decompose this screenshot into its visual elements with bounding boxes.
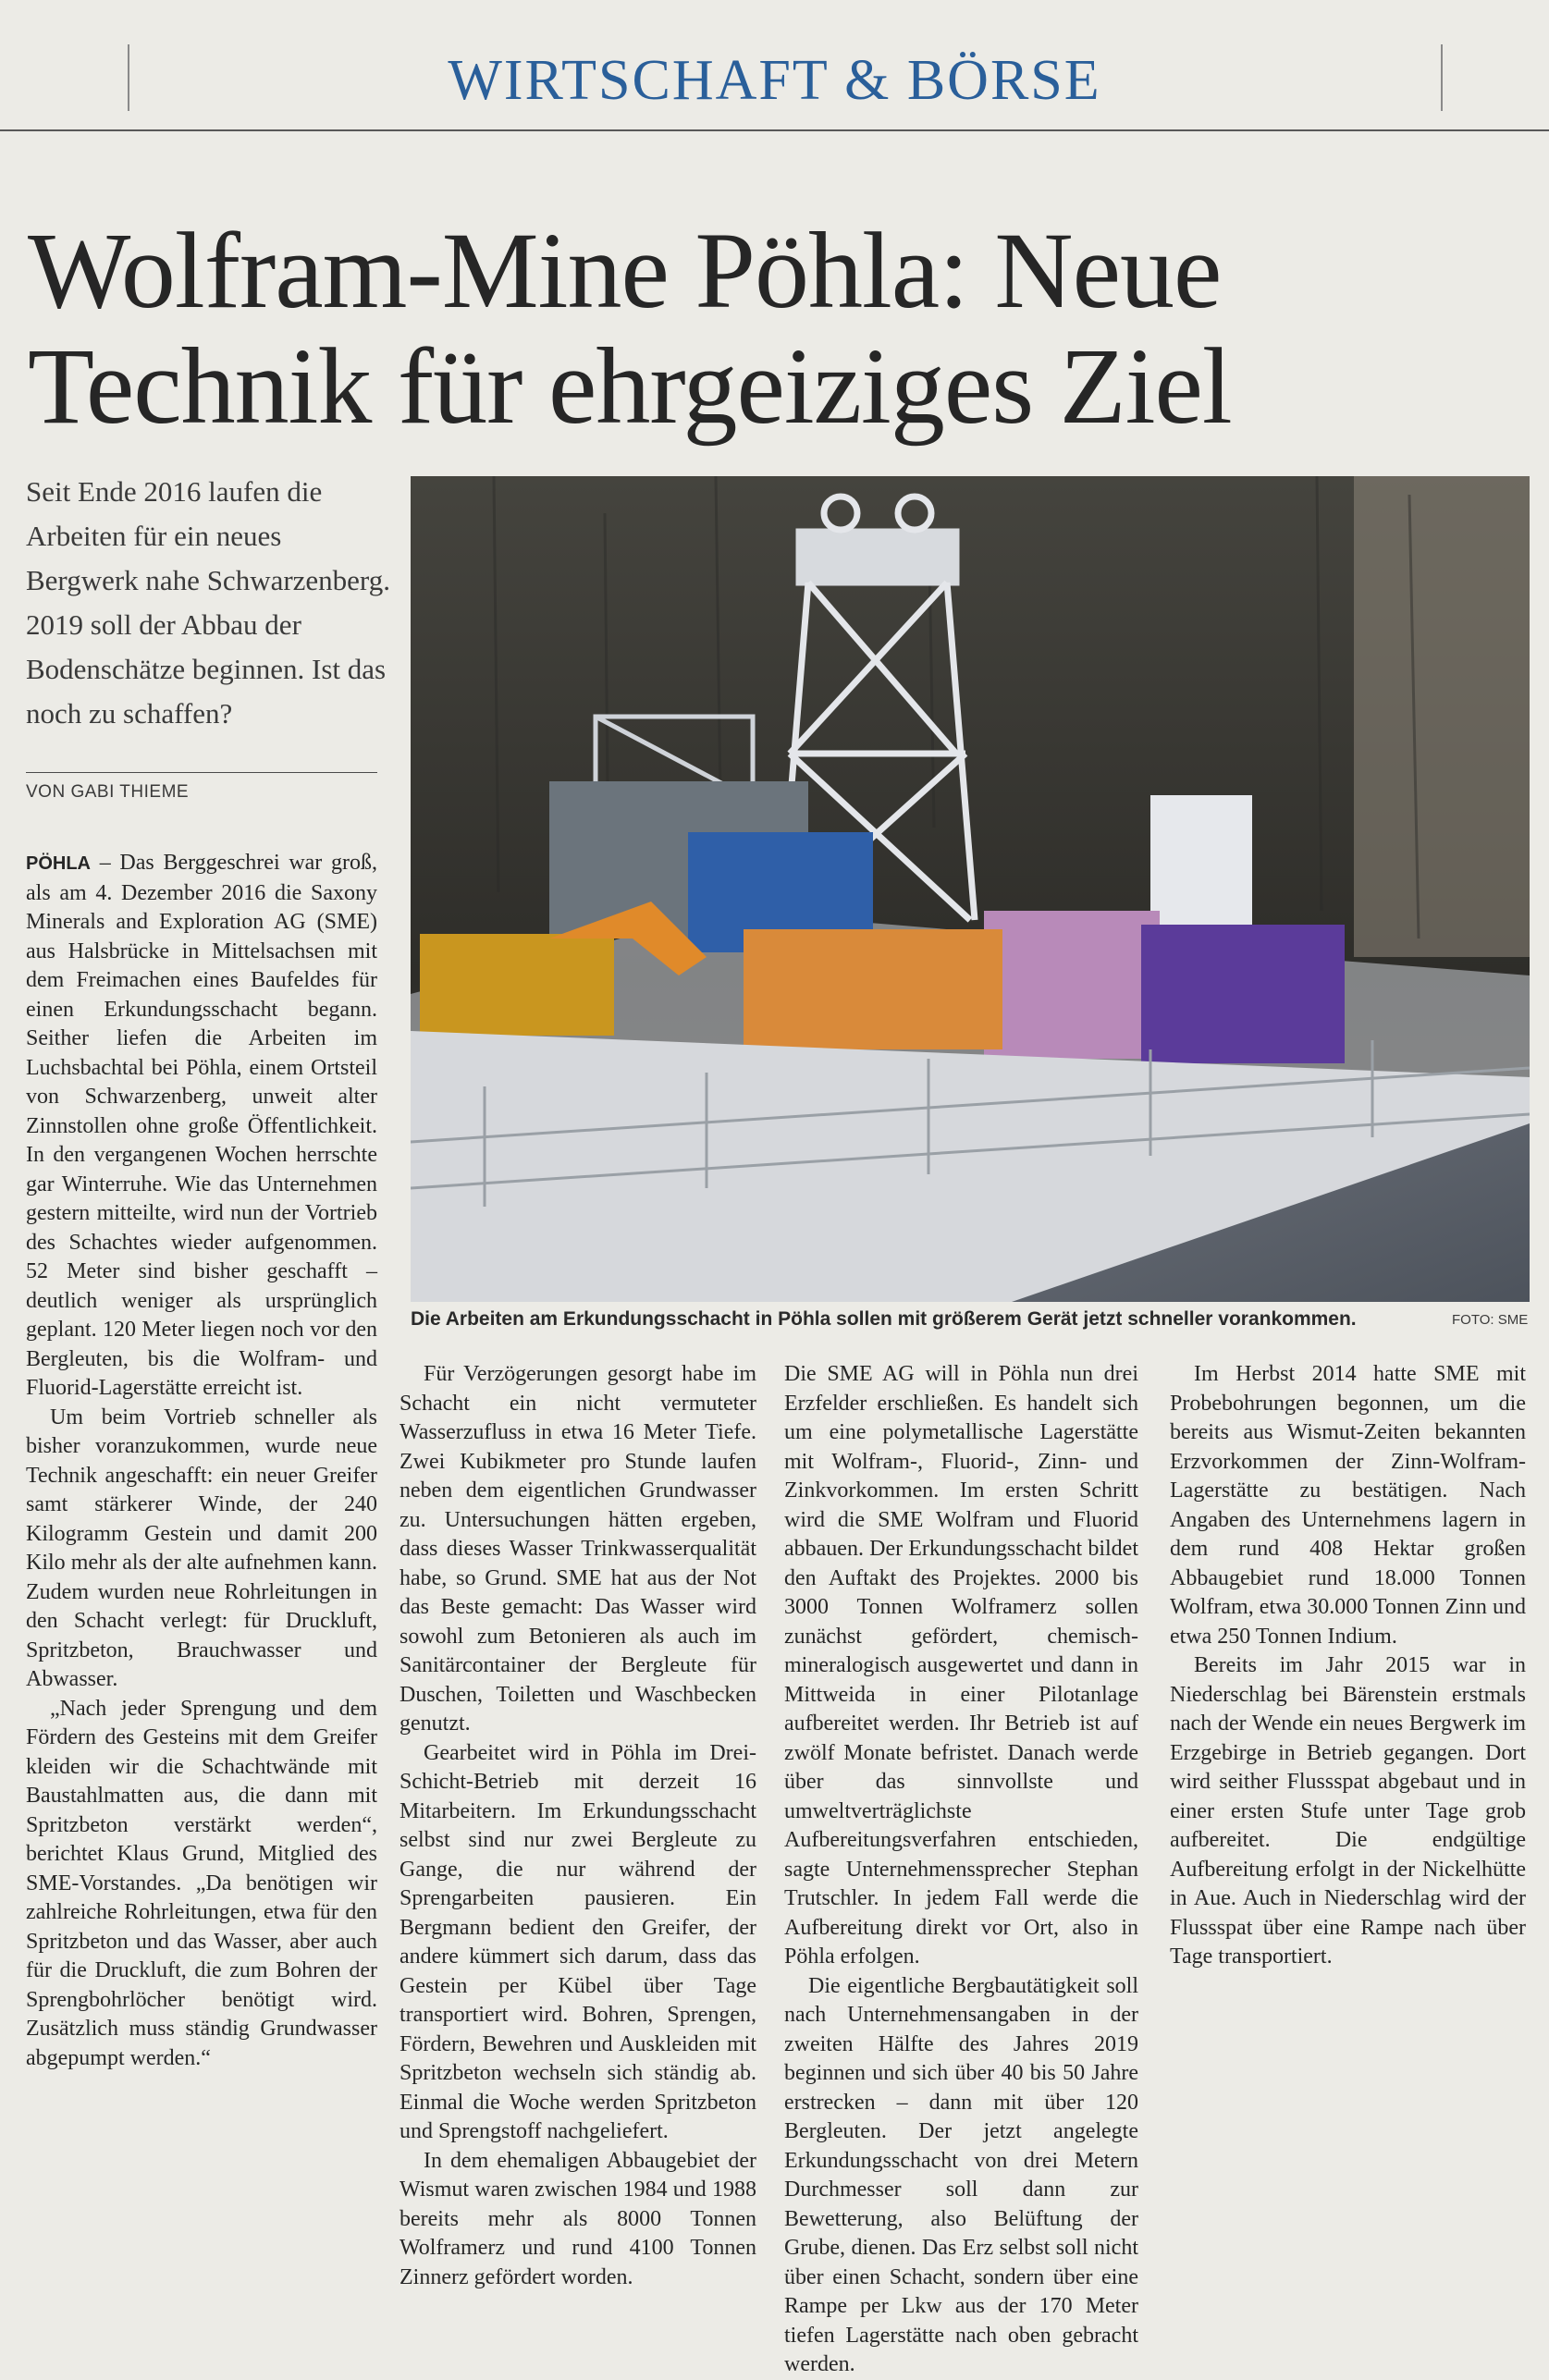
article-paragraph-10: Bereits im Jahr 2015 war in Niederschlag bei Bärenstein erstmals nach der Wende ein neues Bergwerk im Erzgebirge in Betrieb gegangen. Dort wird seither Flussspat abgebaut und in einer ersten Stufe unter Tage grob aufbereitet. Die endgültige Aufbereitung erfolgt in der Nickelhütte in Aue. Auch in Niederschlag wird der Flussspat über eine Rampe nach über Tage transportiert. — [1170, 1653, 1526, 1969]
photo-credit: FOTO: SME — [1452, 1312, 1529, 1328]
article-paragraph-6: In dem ehemaligen Abbaugebiet der Wismut waren zwischen 1984 und 1988 bereits mehr als 8000 Tonnen Wolframerz und rund 4100 Tonnen Zinnerz gefördert worden. — [400, 2148, 756, 2289]
pink-container — [984, 911, 1160, 1059]
article-paragraph-2: Um beim Vortrieb schneller als bisher voranzukommen, wurde neue Technik angeschafft: ein neuer Greifer samt stärkerer Winde, der 240 Kilogramm Gestein und damit 200 Kilo mehr als der alte aufnehmen kann. Zudem wurden neue Rohrleitungen in den Schacht verlegt: für Druckluft, Spritzbeton, Brauchwasser und Abwasser. — [26, 1405, 377, 1691]
white-silo — [1150, 795, 1252, 939]
article-paragraph-7: Die SME AG will in Pöhla nun drei Erzfelder erschließen. Es handelt sich um eine polymetallische Lagerstätte mit Wolfram-, Fluorid-, Zinn- und Zinkvorkommen. Im ersten Schritt wird die SME Wolfram und Fluorid abbauen. Der Erkundungsschacht bildet den Auftakt des Projektes. 2000 bis 3000 Tonnen Wolframerz sollen zunächst gefördert, chemisch-mineralogisch ausgewertet und dann in Mittweida in einer Pilotanlage aufbereitet werden. Ihr Betrieb ist auf zwölf Monate befristet. Danach werde über das sinnvollste und umweltverträglichste Aufbereitungsverfahren entschieden, sagte Unternehmenssprecher Stephan Trutschler. In jedem Fall werde die Aufbereitung direkt vor Ort, also in Pöhla erfolgen. — [784, 1362, 1138, 1969]
article-column-4 — [1170, 1360, 1526, 1972]
purple-container — [1141, 925, 1345, 1063]
article-teaser: Seit Ende 2016 laufen die Arbeiten für ein neues Bergwerk nahe Schwarzenberg. 2019 soll der Abbau der Bodenschätze beginnen. Ist das noch zu schaffen? — [26, 475, 390, 730]
article-paragraph-5: Gearbeitet wird in Pöhla im Drei-Schicht-Betrieb mit derzeit 16 Mitarbeitern. Im Erkundungsschacht selbst sind nur zwei Bergleute zu Gange, die nur während der Sprengarbeiten pausieren. Ein Bergmann bedient den Greifer, der andere kümmert sich darum, dass das Gestein per Kübel über Tage transportiert wird. Bohren, Sprengen, Fördern, Bewehren und Auskleiden mit Spritzbeton wechseln sich ständig ab. Einmal die Woche werden Spritzbeton und Sprengstoff nachgeliefert. — [400, 1740, 756, 2143]
article-dateline: PÖHLA — [26, 853, 91, 874]
article-column-2 — [400, 1360, 756, 2292]
article-headline: Wolfram-Mine Pöhla: Neue Technik für ehrgeiziges Ziel — [28, 210, 1232, 447]
article-paragraph-8: Die eigentliche Bergbautätigkeit soll nach Unternehmensangaben in der zweiten Hälfte des Jahres 2019 beginnen und sich über 40 bis 50 Jahre erstrecken – dann mit über 120 Bergleuten. Der jetzt angelegte Erkundungsschacht von drei Metern Durchmesser soll dann zur Bewetterung, also Belüftung der Grube, dienen. Das Erz selbst soll nicht über einen Schacht, sondern über eine Rampe per Lkw aus der 170 Meter tiefen Lagerstätte nach oben gebracht werden. — [784, 1973, 1138, 2376]
mine-shaft-photo — [411, 476, 1530, 1302]
article-paragraph-3: „Nach jeder Sprengung und dem Fördern des Gesteins mit dem Greifer kleiden wir die Schachtwände mit Baustahlmatten aus, die dann mit Spritzbeton verstärkt werden“, berichtet Klaus Grund, Mitglied des SME-Vorstandes. „Da benötigen wir zahlreiche Rohrleitungen, etwa für den Spritzbeton und das Wasser, aber auch für die Druckluft, die zum Bohren der Sprengbohrlöcher benötigt wird. Zusätzlich muss ständig Grundwasser abgepumpt werden.“ — [26, 1696, 377, 2070]
photo-caption: Die Arbeiten am Erkundungsschacht in Pöhla sollen mit größerem Gerät jetzt schneller vorankommen. — [411, 1308, 1357, 1330]
byline-divider — [26, 772, 377, 773]
section-title: WIRTSCHAFT & BÖRSE — [448, 49, 1101, 112]
article-column-3 — [784, 1360, 1138, 2380]
article-column-1 — [26, 849, 377, 2073]
orange-machinery — [744, 929, 1002, 1049]
bare-trees — [1354, 476, 1530, 957]
article-paragraph-1: PÖHLA – Das Berggeschrei war groß, als am 4. Dezember 2016 die Saxony Minerals and Exploration AG (SME) aus Halsbrücke in Mittelsachsen mit dem Freimachen eines Baufeldes für einen Erkundungsschacht begann. Seither liefen die Arbeiten im Luchsbachtal bei Pöhla, einem Ortsteil von Schwarzenberg, unweit alter Zinnstollen ohne große Öffentlichkeit. In den vergangenen Wochen herrschte gar Winterruhe. Wie das Unternehmen gestern mitteilte, wird nun der Vortrieb des Schachtes wieder aufgenommen. 52 Meter sind bisher geschafft – deutlich weniger als ursprünglich geplant. 120 Meter liegen noch vor den Bergleuten, bis die Wolfram- und Fluorid-Lagerstätte erreicht ist. — [26, 851, 377, 1400]
section-divider — [0, 129, 1549, 131]
yellow-excavator — [420, 934, 614, 1036]
article-byline: VON GABI THIEME — [26, 782, 190, 802]
article-paragraph-4: Für Verzögerungen gesorgt habe im Schacht ein nicht vermuteter Wasserzufluss in etwa 16 Meter Tiefe. Zwei Kubikmeter pro Stunde laufen neben dem eigentlichen Grundwasser zu. Untersuchungen hätten ergeben, dass dieses Wasser Trinkwasserqualität habe, so Grund. SME hat aus der Not das Beste gemacht: Das Wasser wird sowohl zum Betonieren als auch im Sanitärcontainer der Bergleute für Duschen, Toiletten und Waschbecken genutzt. — [400, 1362, 756, 1736]
article-paragraph-9: Im Herbst 2014 hatte SME mit Probebohrungen begonnen, um die bereits aus Wismut-Zeiten bekannten Erzvorkommen der Zinn-Wolfram-Lagerstätte zu bestätigen. Nach Angaben des Unternehmens lagern in dem rund 408 Hektar großen Abbaugebiet rund 18.000 Tonnen Wolfram, etwa 30.000 Tonnen Zinn und etwa 250 Tonnen Indium. — [1170, 1362, 1526, 1649]
